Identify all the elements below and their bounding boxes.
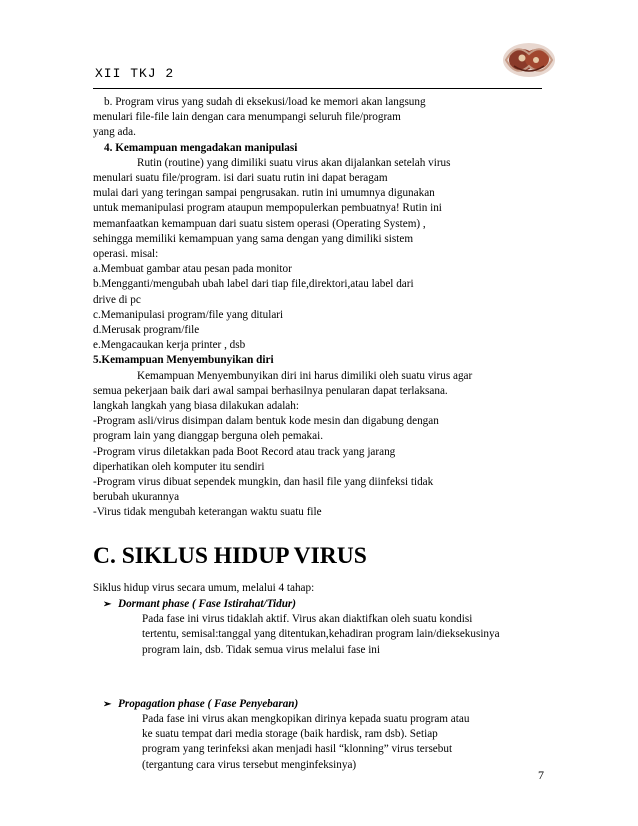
body-line: mulai dari yang teringan sampai pengrusakan. rutin ini umumnya digunakan	[93, 187, 435, 200]
body-line: 5.Kemampuan Menyembunyikan diri	[93, 354, 274, 367]
page-number: 7	[538, 768, 544, 782]
body-line: operasi. misal:	[93, 248, 159, 261]
phase-propagation-line: (tergantung cara virus tersebut menginfeksinya)	[142, 758, 357, 771]
phase-propagation-title	[93, 697, 553, 712]
ornament-logo	[500, 36, 558, 84]
body-line: -Program virus dibuat sependek mungkin, dan hasil file yang diinfeksi tidak	[93, 476, 434, 489]
body-line: 4. Kemampuan mengadakan manipulasi	[104, 141, 298, 154]
body-line: untuk memanipulasi program ataupun mempopulerkan pembuatnya! Rutin ini	[93, 202, 442, 215]
phase-propagation-line: ke suatu tempat dari media storage (baik hardisk, ram dsb). Setiap	[142, 728, 438, 741]
body-line: menulari suatu file/program. isi dari suatu rutin ini dapat beragam	[93, 172, 388, 185]
section-intro: Siklus hidup virus secara umum, melalui 4 tahap:	[93, 581, 315, 594]
body-line: b. Program virus yang sudah di eksekusi/load ke memori akan langsung	[104, 96, 426, 108]
phase-dormant-line: Pada fase ini virus tidaklah aktif. Virus akan diaktifkan oleh suatu kondisi	[142, 613, 473, 626]
phase-title-text: Propagation phase ( Fase Penyebaran)	[118, 697, 299, 710]
phase-dormant-line: program lain, dsb. Tidak semua virus melalui fase ini	[142, 643, 381, 656]
body-line: Rutin (routine) yang dimiliki suatu virus akan dijalankan setelah virus	[137, 156, 451, 169]
phase-title-text: Dormant phase ( Fase Istirahat/Tidur)	[118, 597, 296, 610]
body-line: e.Mengacaukan kerja printer , dsb	[93, 339, 246, 352]
document-body	[93, 95, 553, 773]
body-line: -Program asli/virus disimpan dalam bentuk kode mesin dan digabung dengan	[93, 415, 439, 428]
arrow-bullet-icon: ➢	[103, 698, 112, 710]
section-heading: C. SIKLUS HIDUP VIRUS	[93, 542, 367, 569]
body-line: diperhatikan oleh komputer itu sendiri	[93, 460, 265, 473]
phase-dormant-line: tertentu, semisal:tanggal yang ditentukan,kehadiran program lain/dieksekusinya	[142, 628, 500, 641]
body-line: -Virus tidak mengubah keterangan waktu suatu file	[93, 506, 322, 519]
body-line: b.Mengganti/mengubah ubah label dari tiap file,direktori,atau label dari	[93, 278, 414, 291]
body-line: Kemampuan Menyembunyikan diri ini harus dimiliki oleh suatu virus agar	[137, 369, 473, 382]
body-line: d.Merusak program/file	[93, 324, 200, 337]
phase-propagation-line: program yang terinfeksi akan menjadi hasil “klonning” virus tersebut	[142, 743, 453, 756]
body-line: -Program virus diletakkan pada Boot Record atau track yang jarang	[93, 445, 396, 458]
body-line: a.Membuat gambar atau pesan pada monitor	[93, 263, 292, 276]
phase-propagation-line: Pada fase ini virus akan mengkopikan dirinya kepada suatu program atau	[142, 712, 470, 725]
body-line: drive di pc	[93, 293, 141, 306]
page-header: XII TKJ 2	[95, 66, 175, 81]
body-line: program lain yang dianggap berguna oleh pemakai.	[93, 430, 323, 443]
arrow-bullet-icon: ➢	[103, 598, 112, 610]
body-line: sehingga memiliki kemampuan yang sama dengan yang dimiliki sistem	[93, 232, 414, 245]
body-line: memanfaatkan kemampuan dari suatu sistem operasi (Operating System) ,	[93, 217, 426, 230]
body-line: yang ada.	[93, 126, 136, 139]
body-line: berubah ukurannya	[93, 491, 180, 504]
body-lines	[93, 95, 553, 521]
body-line: menulari file-file lain dengan cara menumpangi seluruh file/program	[93, 111, 401, 124]
header-rule	[93, 88, 542, 89]
body-line: langkah langkah yang biasa dilakukan adalah:	[93, 400, 299, 413]
body-line: c.Memanipulasi program/file yang ditulari	[93, 308, 284, 321]
body-line: semua pekerjaan baik dari awal sampai berhasilnya penularan dapat terlaksana.	[93, 384, 448, 397]
phase-dormant-title	[93, 597, 553, 612]
